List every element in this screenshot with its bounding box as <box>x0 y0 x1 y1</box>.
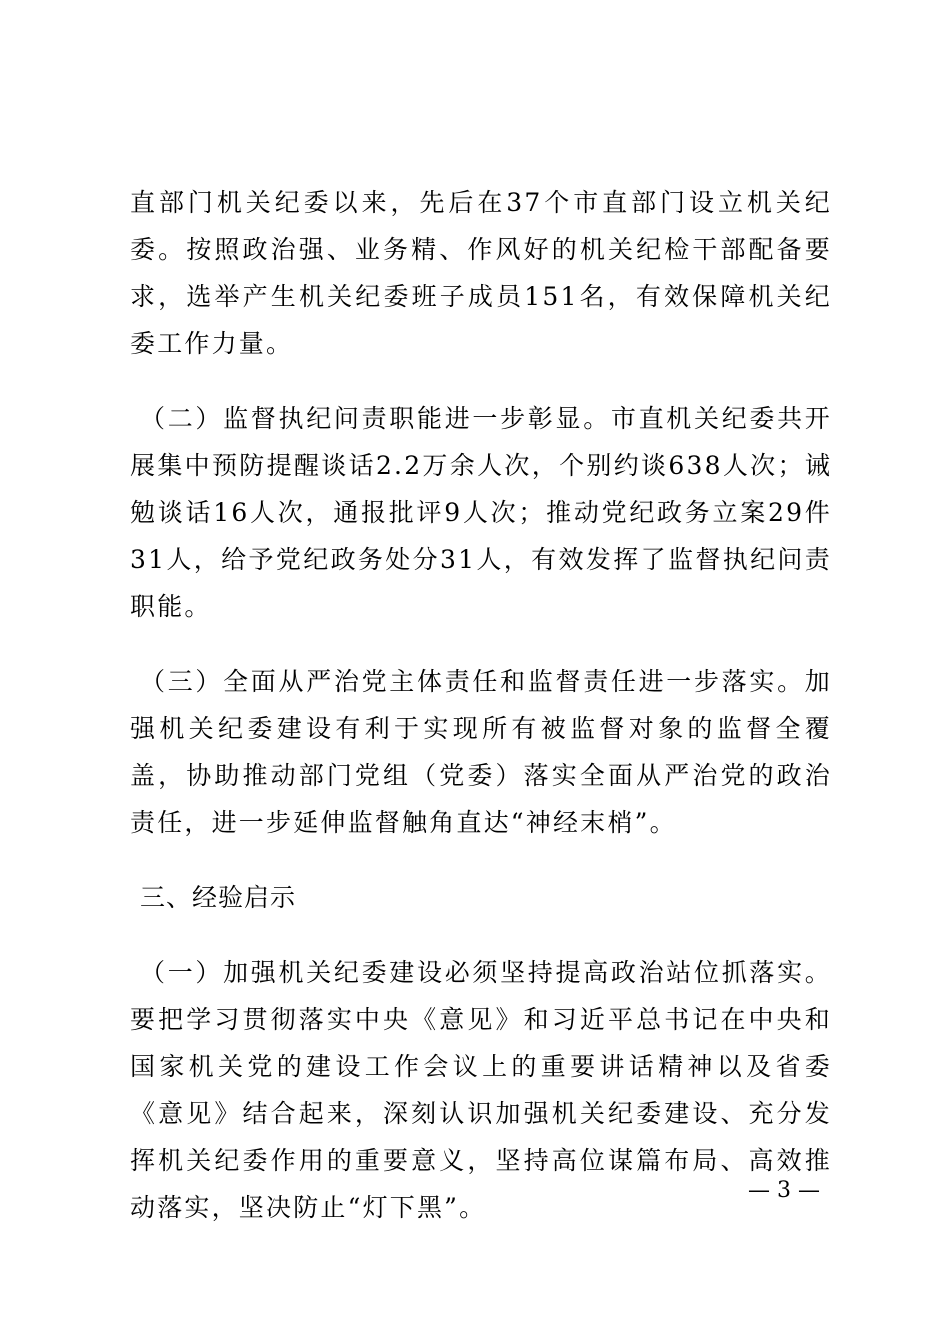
paragraph-responsibility: （三）全面从严治党主体责任和监督责任进一步落实。加强机关纪委建设有利于实现所有被监督对象的监督全覆盖，协助推动部门党组（党委）落实全面从严治党的政治责任，进一步延伸监督触角直达“神经末梢”。 <box>130 667 832 837</box>
paragraph-supervision: （二）监督执纪问责职能进一步彰显。市直机关纪委共开展集中预防提醒谈话2.2万余人次，个别约谈638人次；诫勉谈话16人次，通报批评9人次；推动党纪政务立案29件31人，给予党纪政务处分31人，有效发挥了监督执纪问责职能。 <box>130 404 832 621</box>
paragraph-political-stance: （一）加强机关纪委建设必须坚持提高政治站位抓落实。要把学习贯彻落实中央《意见》和习近平总书记在中央和国家机关党的建设工作会议上的重要讲话精神以及省委《意见》结合起来，深刻认识加强机关纪委建设、充分发挥机关纪委作用的重要意义，坚持高位谋篇布局、高效推动落实，坚决防止“灯下黑”。 <box>130 958 832 1222</box>
section-heading: 三、经验启示 <box>140 883 297 912</box>
paragraph-gap <box>130 846 832 874</box>
page-number: — 3 — <box>748 1178 820 1203</box>
paragraph-gap <box>130 630 832 658</box>
paragraph-gap <box>130 367 832 395</box>
document-body <box>130 179 832 1231</box>
paragraph-continued: 直部门机关纪委以来，先后在37个市直部门设立机关纪委。按照政治强、业务精、作风好的机关纪检干部配备要求，选举产生机关纪委班子成员151名，有效保障机关纪委工作力量。 <box>130 188 832 358</box>
paragraph-gap <box>130 921 832 949</box>
